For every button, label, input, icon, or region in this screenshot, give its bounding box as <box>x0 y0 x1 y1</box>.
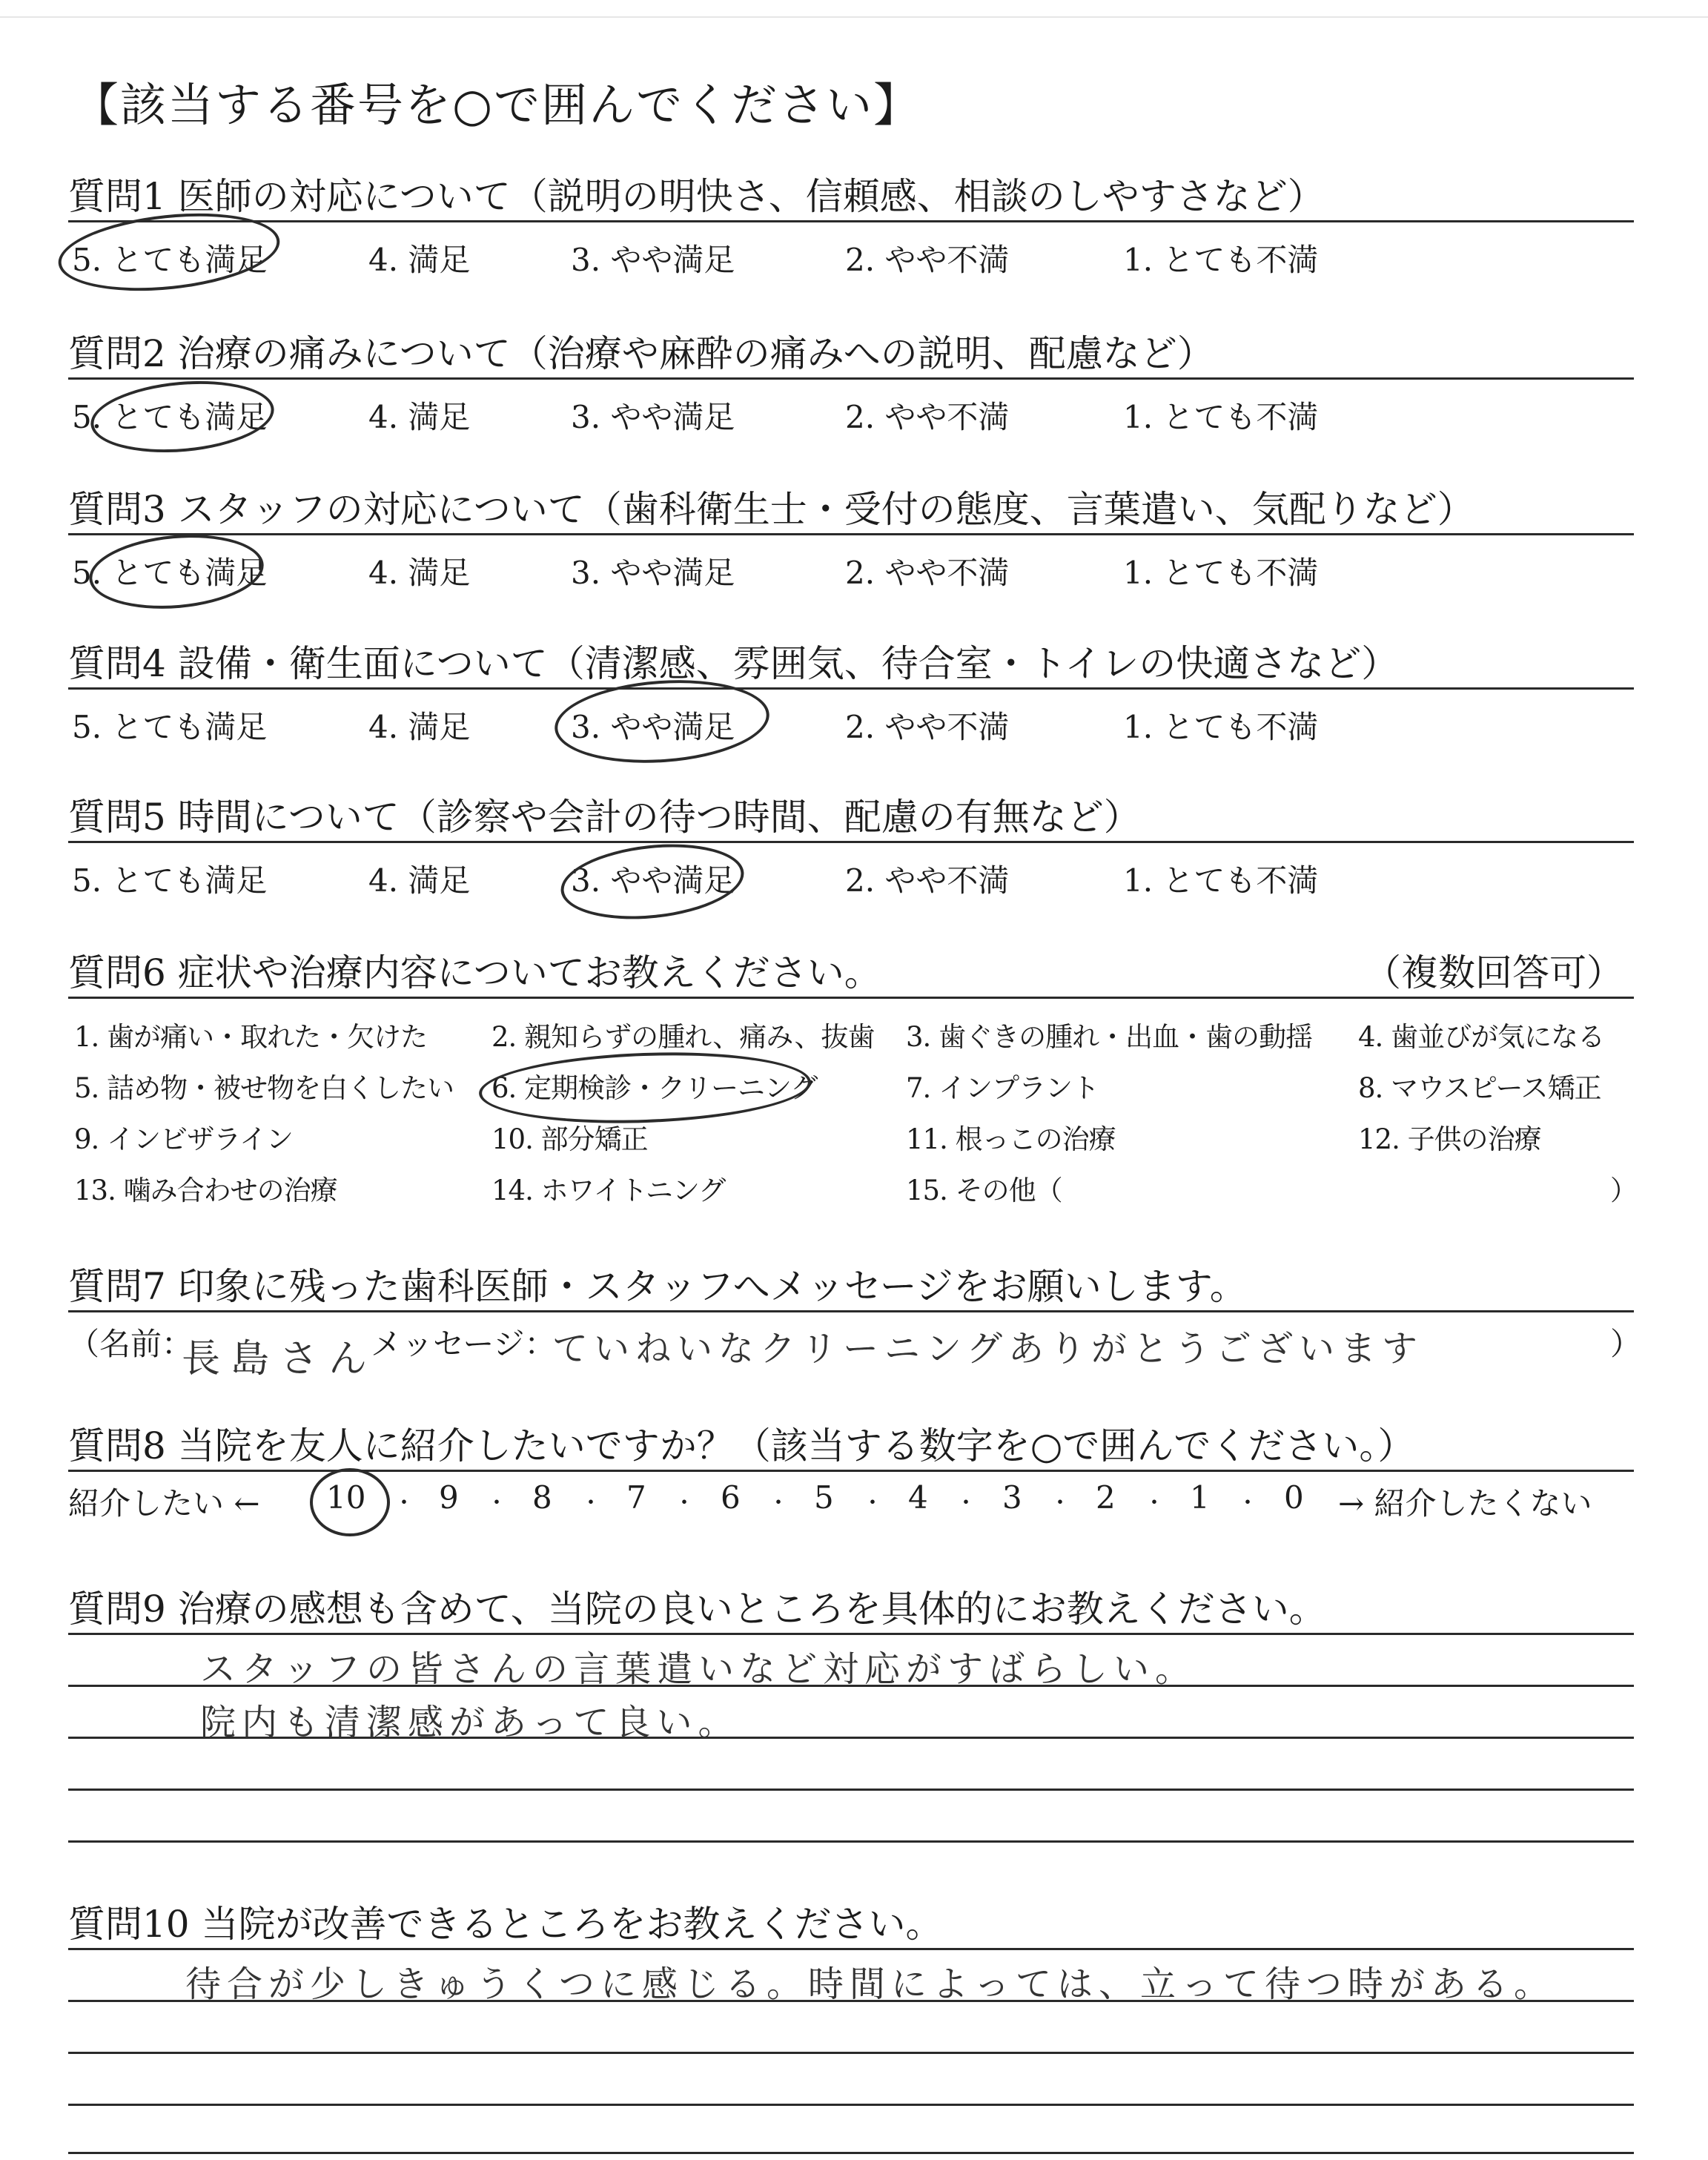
question-4-rule <box>68 687 1634 690</box>
q8-score-10[interactable]: 10 <box>326 1479 366 1516</box>
q6-choice-7[interactable]: 7. インプラント <box>906 1072 1099 1104</box>
question-2-rule <box>68 377 1634 380</box>
question-4-title: 質問4 設備・衛生面について（清潔感、雰囲気、待合室・トイレの快適さなど） <box>68 642 1399 685</box>
question-9-title: 質問9 治療の感想も含めて、当院の良いところを具体的にお教えください。 <box>68 1588 1326 1631</box>
q5-option-4[interactable]: 4. 満足 <box>368 862 471 899</box>
q2-option-5[interactable]: 5. とても満足 <box>72 399 268 435</box>
question-8-rule <box>68 1470 1634 1472</box>
page-title: 【該当する番号を○で囲んでください】 <box>73 78 921 132</box>
q8-selection-circle <box>310 1468 390 1536</box>
q3-option-2[interactable]: 2. やや不満 <box>845 555 1010 591</box>
q8-score-8[interactable]: 8 <box>532 1479 552 1516</box>
q8-separator: ・ <box>861 1490 884 1516</box>
q6-choice-15[interactable]: 15. その他（ <box>906 1175 1062 1206</box>
question-3-rule <box>68 533 1634 535</box>
question-6-title: 質問6 症状や治療内容についてお教えください。 <box>68 951 881 994</box>
q5-option-3[interactable]: 3. やや満足 <box>571 862 735 899</box>
q4-option-3[interactable]: 3. やや満足 <box>571 709 735 745</box>
q8-separator: ・ <box>955 1490 977 1516</box>
question-6-rule <box>68 997 1634 999</box>
q1-option-2[interactable]: 2. やや不満 <box>845 242 1010 278</box>
q7-close-paren: ） <box>1610 1326 1642 1362</box>
q9-answer-line-5 <box>68 1840 1634 1843</box>
q3-selection-circle <box>86 528 267 615</box>
q10-handwritten-line-1[interactable]: 待合が少しきゅうくつに感じる。時間によっては、立って待つ時がある。 <box>185 1964 1556 2005</box>
question-7-rule <box>68 1310 1634 1312</box>
q10-answer-line-3 <box>68 2052 1634 2054</box>
q6-choice-2[interactable]: 2. 親知らずの腫れ、痛み、抜歯 <box>491 1021 875 1053</box>
q8-separator: ・ <box>580 1490 602 1516</box>
q6-choice-4[interactable]: 4. 歯並びが気になる <box>1358 1021 1605 1053</box>
q8-right-label: → 紹介したくない <box>1338 1485 1592 1522</box>
q8-score-5[interactable]: 5 <box>814 1479 834 1516</box>
question-5-rule <box>68 841 1634 843</box>
q5-option-5[interactable]: 5. とても満足 <box>72 862 268 899</box>
q8-separator: ・ <box>393 1490 415 1516</box>
question-6-note: （複数回答可） <box>1364 951 1623 994</box>
question-7-title: 質問7 印象に残った歯科医師・スタッフへメッセージをお願いします。 <box>68 1265 1247 1308</box>
q4-option-1[interactable]: 1. とても不満 <box>1123 709 1319 745</box>
q9-answer-line-4 <box>68 1789 1634 1791</box>
q8-score-0[interactable]: 0 <box>1284 1479 1304 1516</box>
q8-score-9[interactable]: 9 <box>439 1479 459 1516</box>
q9-answer-line-1 <box>68 1633 1634 1635</box>
q8-score-1[interactable]: 1 <box>1190 1479 1210 1516</box>
q2-option-3[interactable]: 3. やや満足 <box>571 399 735 435</box>
q8-separator: ・ <box>1237 1490 1259 1516</box>
q1-option-3[interactable]: 3. やや満足 <box>571 242 735 278</box>
q1-option-5[interactable]: 5. とても満足 <box>72 242 268 278</box>
q4-option-4[interactable]: 4. 満足 <box>368 709 471 745</box>
q1-option-1[interactable]: 1. とても不満 <box>1123 242 1319 278</box>
q6-choice-10[interactable]: 10. 部分矯正 <box>491 1123 648 1155</box>
q2-option-1[interactable]: 1. とても不満 <box>1123 399 1319 435</box>
q6-choice-3[interactable]: 3. 歯ぐきの腫れ・出血・歯の動揺 <box>906 1021 1313 1053</box>
q4-option-5[interactable]: 5. とても満足 <box>72 709 268 745</box>
q3-option-5[interactable]: 5. とても満足 <box>72 555 268 591</box>
scan-top-edge <box>0 16 1708 18</box>
q6-choice-11[interactable]: 11. 根っこの治療 <box>906 1123 1116 1155</box>
question-5-title: 質問5 時間について（診察や会計の待つ時間、配慮の有無など） <box>68 796 1141 839</box>
question-10-title: 質問10 当院が改善できるところをお教えください。 <box>68 1903 943 1946</box>
q8-score-6[interactable]: 6 <box>721 1479 741 1516</box>
question-1-rule <box>68 220 1634 222</box>
q6-choice-9[interactable]: 9. インビザライン <box>74 1123 293 1155</box>
q6-selection-circle <box>477 1047 812 1129</box>
q9-handwritten-line-1[interactable]: スタッフの皆さんの言葉遣いなど対応がすばらしい。 <box>200 1648 1197 1690</box>
q2-option-2[interactable]: 2. やや不満 <box>845 399 1010 435</box>
q6-choice-5[interactable]: 5. 詰め物・被せ物を白くしたい <box>74 1072 454 1104</box>
q5-option-2[interactable]: 2. やや不満 <box>845 862 1010 899</box>
q4-option-2[interactable]: 2. やや不満 <box>845 709 1010 745</box>
q3-option-4[interactable]: 4. 満足 <box>368 555 471 591</box>
question-3-title: 質問3 スタッフの対応について（歯科衛生士・受付の態度、言葉遣い、気配りなど） <box>68 488 1474 531</box>
q6-choice-15-close: ） <box>1610 1175 1637 1206</box>
q8-score-2[interactable]: 2 <box>1096 1479 1116 1516</box>
question-2-title: 質問2 治療の痛みについて（治療や麻酔の痛みへの説明、配慮など） <box>68 332 1214 375</box>
q6-choice-13[interactable]: 13. 噛み合わせの治療 <box>74 1175 337 1206</box>
q8-separator: ・ <box>1049 1490 1071 1516</box>
q8-score-3[interactable]: 3 <box>1002 1479 1022 1516</box>
q8-score-4[interactable]: 4 <box>908 1479 928 1516</box>
q1-option-4[interactable]: 4. 満足 <box>368 242 471 278</box>
q6-choice-12[interactable]: 12. 子供の治療 <box>1358 1123 1541 1155</box>
q8-score-7[interactable]: 7 <box>626 1479 646 1516</box>
q8-separator: ・ <box>1143 1490 1165 1516</box>
q7-message-handwritten[interactable]: ていねいなクリーニングありがとうございます <box>552 1328 1424 1370</box>
q8-separator: ・ <box>673 1490 695 1516</box>
q2-option-4[interactable]: 4. 満足 <box>368 399 471 435</box>
q7-message-label: メッセージ： <box>371 1326 556 1362</box>
q2-selection-circle <box>87 374 277 459</box>
q6-choice-6[interactable]: 6. 定期検診・クリーニング <box>491 1072 818 1104</box>
q3-option-1[interactable]: 1. とても不満 <box>1123 555 1319 591</box>
q3-option-3[interactable]: 3. やや満足 <box>571 555 735 591</box>
q7-name-handwritten[interactable]: 長島さん <box>182 1337 378 1381</box>
q7-name-label: （名前： <box>68 1326 193 1362</box>
question-8-title: 質問8 当院を友人に紹介したいですか？（該当する数字を○で囲んでください。） <box>68 1424 1415 1467</box>
question-1-title: 質問1 医師の対応について（説明の明快さ、信頼感、相談のしやすさなど） <box>68 175 1325 218</box>
q6-choice-8[interactable]: 8. マウスピース矯正 <box>1358 1072 1601 1104</box>
q10-answer-line-5 <box>68 2152 1634 2154</box>
q10-answer-line-4 <box>68 2104 1634 2106</box>
q6-choice-1[interactable]: 1. 歯が痛い・取れた・欠けた <box>74 1021 428 1053</box>
q6-choice-14[interactable]: 14. ホワイトニング <box>491 1175 726 1206</box>
q9-handwritten-line-2[interactable]: 院内も清潔感があって良い。 <box>200 1702 740 1743</box>
q8-separator: ・ <box>486 1490 508 1516</box>
q8-separator: ・ <box>767 1490 790 1516</box>
q8-left-label: 紹介したい ← <box>68 1485 260 1522</box>
q5-option-1[interactable]: 1. とても不満 <box>1123 862 1319 899</box>
q5-selection-circle <box>557 836 748 927</box>
q10-answer-line-1 <box>68 1948 1634 1950</box>
